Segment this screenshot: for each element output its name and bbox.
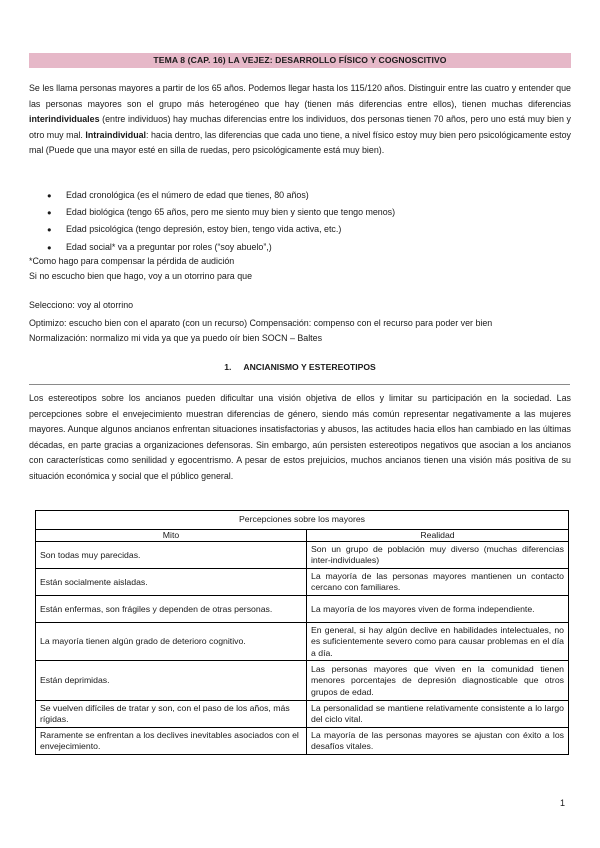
cell-realidad: Son un grupo de población muy diverso (muchas diferencias inter-individuales) <box>307 542 569 569</box>
table-row <box>36 542 569 569</box>
cell-realidad: La mayoría de los mayores viven de forma independiente. <box>307 596 569 623</box>
intro-text-2: (entre individuos) hay muchas diferencias entre los individuos, dos personas tienen 70 años, pero uno está muy bien y otro muy mal. <box>29 114 571 140</box>
intro-text-3: : hacia dentro, las diferencias que cada uno tiene, a nivel físico estoy muy bien pero psicológicamente estoy mal (Puede que una mayor esté en silla de ruedas, pero psicológicamente está muy bien). <box>29 129 571 156</box>
table-row <box>36 623 569 661</box>
intro-paragraph <box>29 81 571 159</box>
table-row <box>36 701 569 728</box>
soc-optimizo: Optimizo: escucho bien con el aparato (con un recurso) Compensación: compenso con el recurso para poder ver bien <box>29 318 493 328</box>
page-number: 1 <box>560 798 566 808</box>
intro-bold-interindividuales: interindividuales <box>29 114 100 125</box>
list-item: ● Edad cronológica (es el número de edad que tienes, 80 años) <box>47 187 547 204</box>
table-row <box>36 728 569 755</box>
cell-realidad: En general, si hay algún declive en habilidades intelectuales, no es suficientemente severo como para causar problemas en el día a día. <box>307 623 569 661</box>
cell-mito: Están deprimidas. <box>36 661 307 701</box>
soc-normalizacion: Normalización: normalizo mi vida ya que ya puedo oír bien SOCN – Baltes <box>29 333 323 343</box>
cell-realidad: La mayoría de las personas mayores mantienen un contacto cercano con familiares. <box>307 569 569 596</box>
cell-mito: Son todas muy parecidas. <box>36 542 307 569</box>
page-title: TEMA 8 (CAP. 16) LA VEJEZ: DESARROLLO FÍSICO Y COGNOSCITIVO <box>29 53 571 68</box>
cell-realidad: La mayoría de las personas mayores se ajustan con éxito a los desafíos vitales. <box>307 728 569 755</box>
section-number: 1. <box>224 362 232 372</box>
cell-realidad: Las personas mayores que viven en la comunidad tienen menores porcentajes de depresión diagnosticable que otros grupos de edad. <box>307 661 569 701</box>
soc-selecciono: Selecciono: voy al otorrino <box>29 300 134 310</box>
cell-mito: Están socialmente aisladas. <box>36 569 307 596</box>
table-row <box>36 596 569 623</box>
cell-mito: La mayoría tienen algún grado de deterioro cognitivo. <box>36 623 307 661</box>
section-divider <box>29 384 570 385</box>
cell-mito: Raramente se enfrentan a los declives inevitables asociados con el envejecimiento. <box>36 728 307 755</box>
cell-mito: Se vuelven difíciles de tratar y son, con el paso de los años, más rígidas. <box>36 701 307 728</box>
table-caption: Percepciones sobre los mayores <box>36 511 569 530</box>
column-header-mito: Mito <box>36 530 307 542</box>
intro-text-1: Se les llama personas mayores a partir de los 65 años. Podemos llegar hasta los 115/120 años. Distinguir entre las cuatro y entender que las personas mayores son el grupo más heterogéneo que hay (tienen más diferencias entre ellos), tienen muchas diferencias <box>29 83 571 109</box>
list-item: ● Edad social* va a preguntar por roles (“soy abuelo”,) <box>47 239 547 256</box>
age-types-list <box>47 187 547 256</box>
note-compensar: *Como hago para compensar la pérdida de audición <box>29 256 235 266</box>
perceptions-table <box>35 510 569 755</box>
section-title: ANCIANISMO Y ESTEREOTIPOS <box>243 362 376 372</box>
list-item: ● Edad biológica (tengo 65 años, pero me siento muy bien y siento que tengo menos) <box>47 204 547 221</box>
list-item: ● Edad psicológica (tengo depresión, estoy bien, tengo vida activa, etc.) <box>47 221 547 238</box>
section-paragraph: Los estereotipos sobre los ancianos pueden dificultar una visión objetiva de ellos y limitar su participación en la sociedad. Las percepciones sobre el envejecimiento muestran diferencias de género, siendo más común representar negativamente a las mujeres mayores. Aunque algunos ancianos enfrentan situaciones insatisfactorias y abusos, las actitudes hacia ellos han cambiado en las últimas décadas, en parte gracias a organizaciones defensoras. Sin embargo, aún persisten estereotipos negativos que asocian a los ancianos con características como senilidad y egocentrismo. A pesar de estos prejuicios, muchos ancianos tienen una visión más positiva de su situación económica y social que el público general. <box>29 393 571 481</box>
section-heading <box>29 360 571 374</box>
cell-realidad: La personalidad se mantiene relativamente consistente a lo largo del ciclo vital. <box>307 701 569 728</box>
table-row <box>36 569 569 596</box>
note-otorrino: Si no escucho bien que hago, voy a un otorrino para que <box>29 271 253 281</box>
intro-bold-intraindividual: Intraindividual <box>85 129 147 140</box>
column-header-realidad: Realidad <box>307 530 569 542</box>
cell-mito: Están enfermas, son frágiles y dependen de otras personas. <box>36 596 307 623</box>
table-row <box>36 661 569 701</box>
